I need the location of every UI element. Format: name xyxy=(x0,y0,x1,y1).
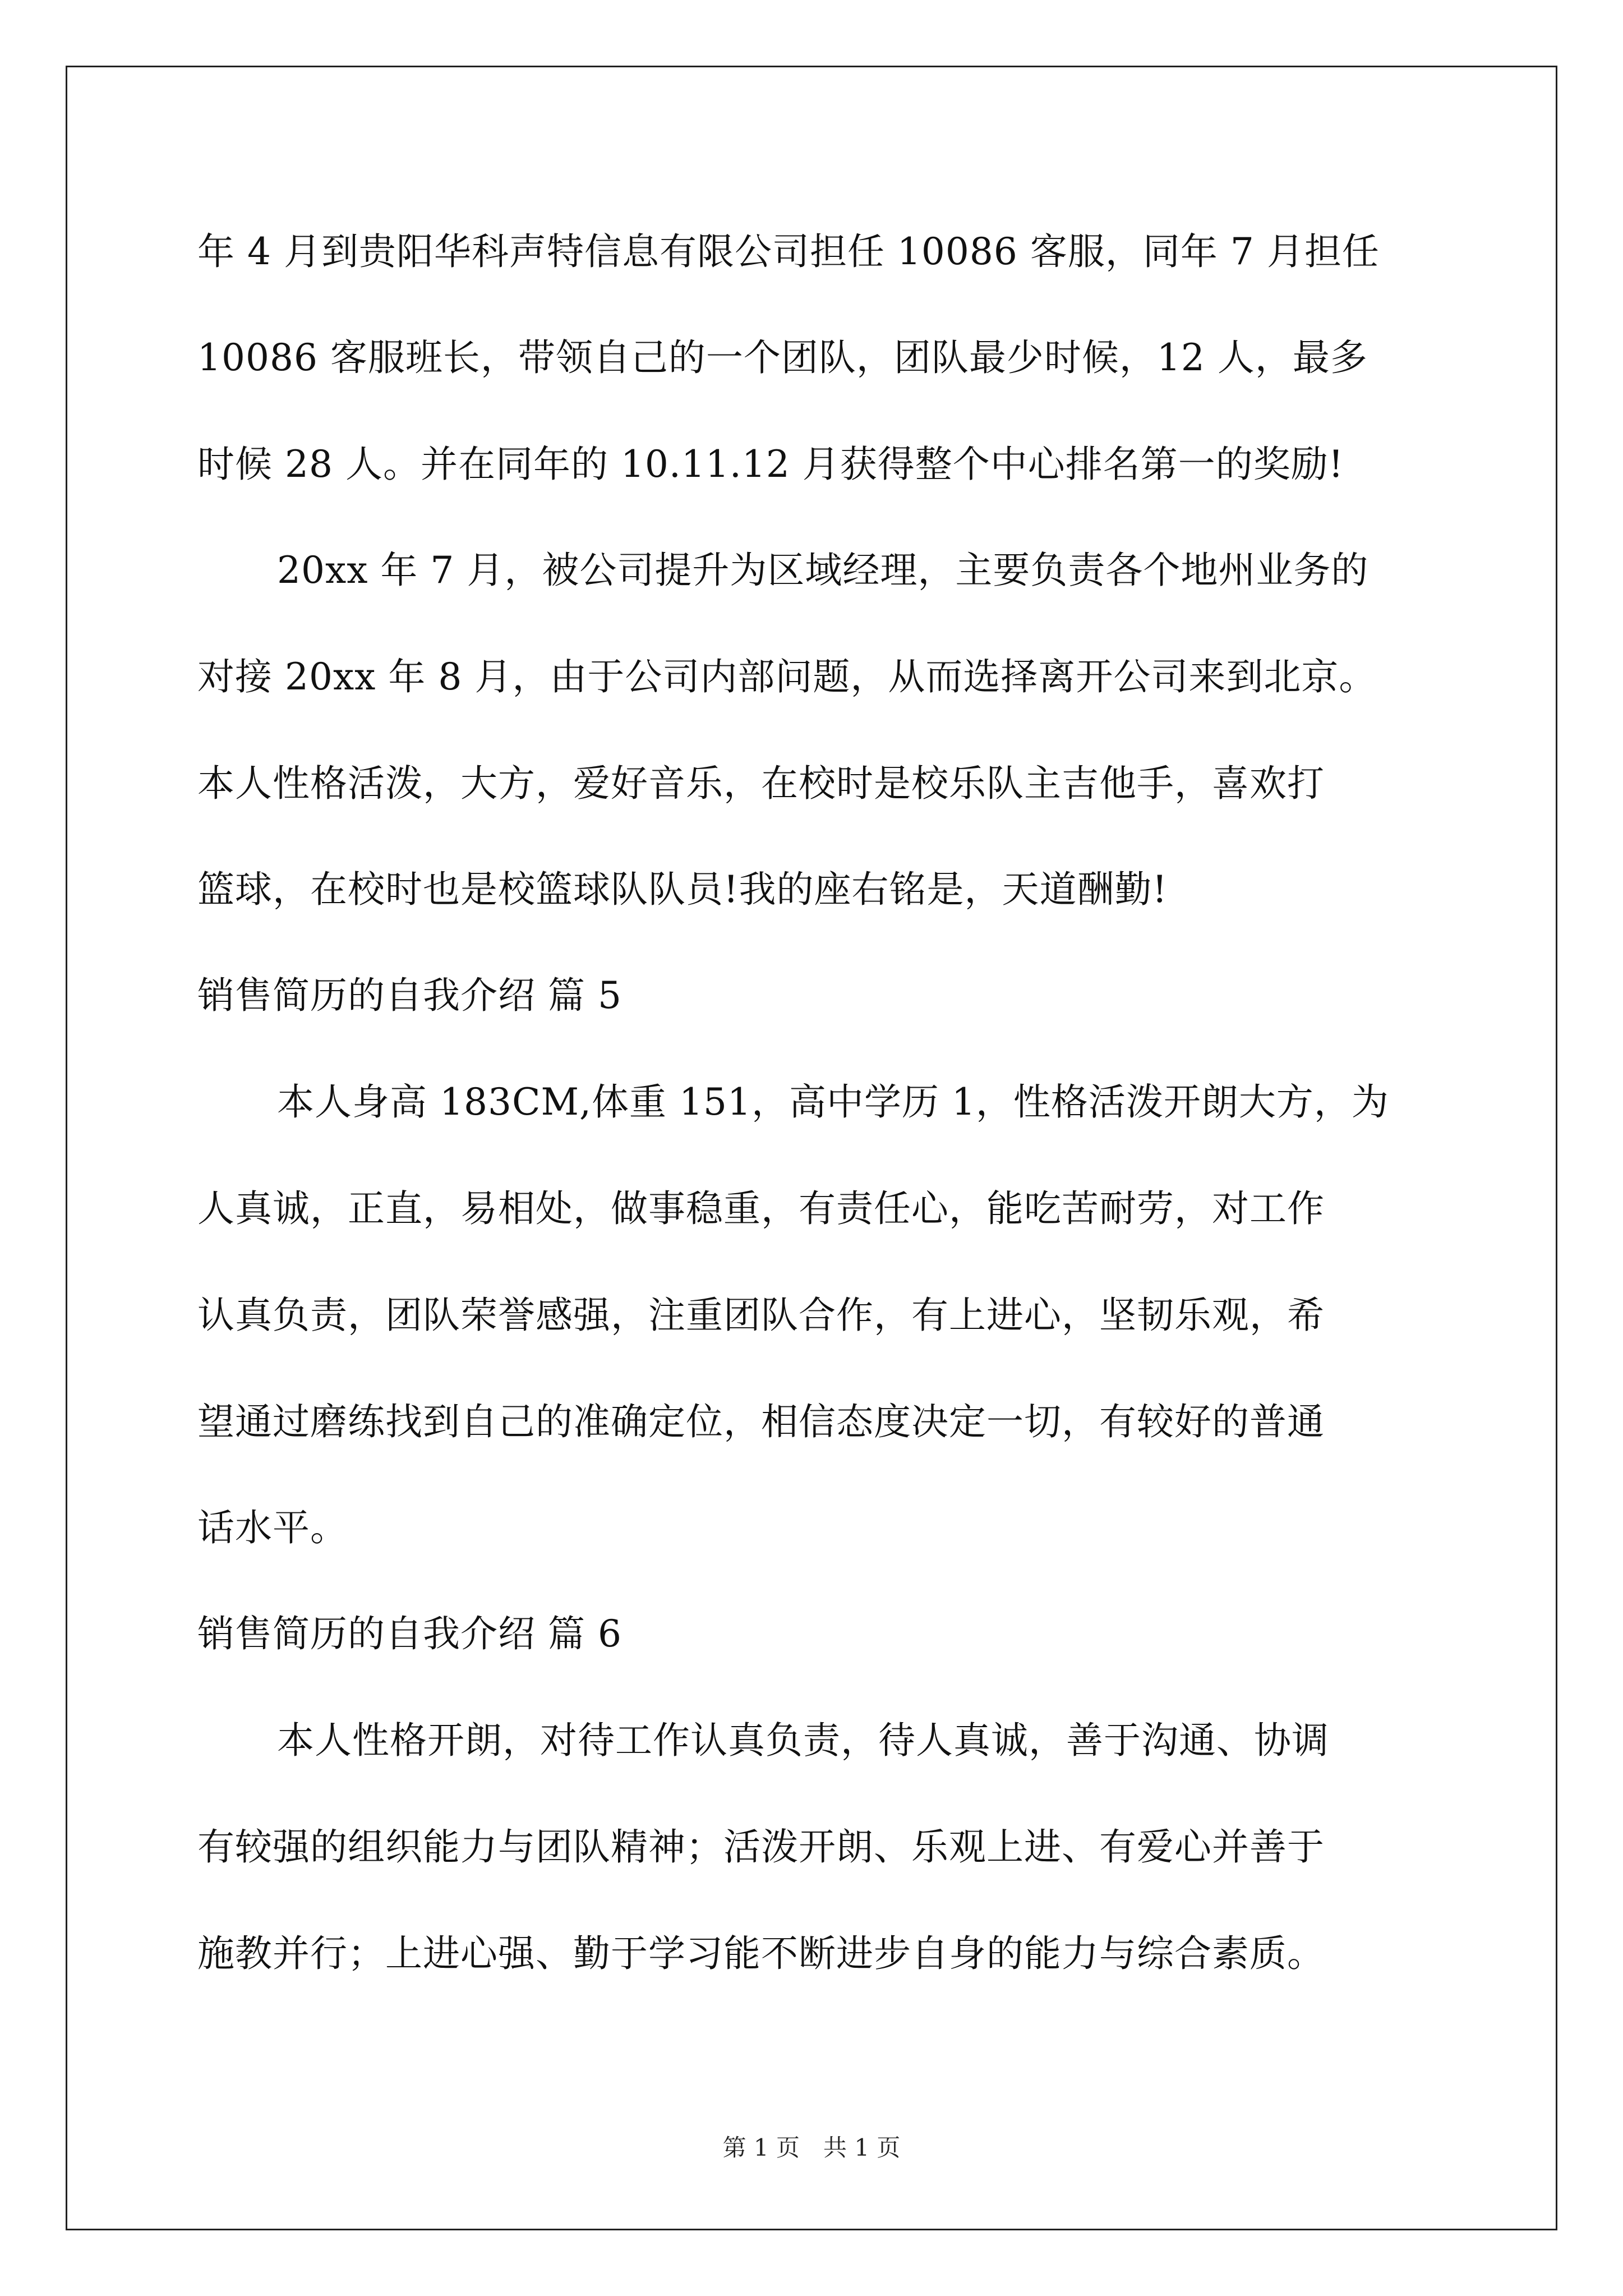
paragraph-line: 施教并行；上进心强、勤于学习能不断进步自身的能力与综合素质。 xyxy=(197,1932,1325,1975)
paragraph-line: 篮球，在校时也是校篮球队队员!我的座右铭是，天道酬勤! xyxy=(197,868,1168,911)
paragraph-line: 望通过磨练找到自己的准确定位，相信态度决定一切，有较好的普通 xyxy=(197,1400,1325,1443)
section-heading: 销售简历的自我介绍 篇 5 xyxy=(197,974,622,1017)
paragraph-line: 20xx 年 7 月，被公司提升为区域经理，主要负责各个地州业务的 xyxy=(277,549,1369,592)
page-frame xyxy=(66,66,1557,2230)
paragraph-line: 话水平。 xyxy=(197,1506,348,1549)
paragraph-line: 10086 客服班长，带领自己的一个团队，团队最少时候，12 人，最多 xyxy=(197,336,1368,379)
paragraph-line: 本人性格开朗，对待工作认真负责，待人真诚，善于沟通、协调 xyxy=(277,1719,1329,1762)
paragraph-line: 时候 28 人。并在同年的 10.11.12 月获得整个中心排名第一的奖励! xyxy=(197,443,1344,486)
section-heading: 销售简历的自我介绍 篇 6 xyxy=(197,1612,622,1655)
paragraph-line: 年 4 月到贵阳华科声特信息有限公司担任 10086 客服，同年 7 月担任 xyxy=(197,230,1380,273)
paragraph-line: 对接 20xx 年 8 月，由于公司内部问题，从而选择离开公司来到北京。 xyxy=(197,655,1377,698)
paragraph-line: 认真负责，团队荣誉感强，注重团队合作，有上进心，坚韧乐观，希 xyxy=(197,1294,1325,1337)
page-number-footer: 第 1 页 共 1 页 xyxy=(722,2134,901,2161)
paragraph-line: 人真诚，正直，易相处，做事稳重，有责任心，能吃苦耐劳，对工作 xyxy=(197,1187,1325,1230)
paragraph-line: 本人性格活泼，大方，爱好音乐，在校时是校乐队主吉他手，喜欢打 xyxy=(197,762,1325,805)
paragraph-line: 本人身高 183CM,体重 151，高中学历 1，性格活泼开朗大方，为 xyxy=(277,1080,1389,1124)
paragraph-line: 有较强的组织能力与团队精神；活泼开朗、乐观上进、有爱心并善于 xyxy=(197,1825,1325,1869)
